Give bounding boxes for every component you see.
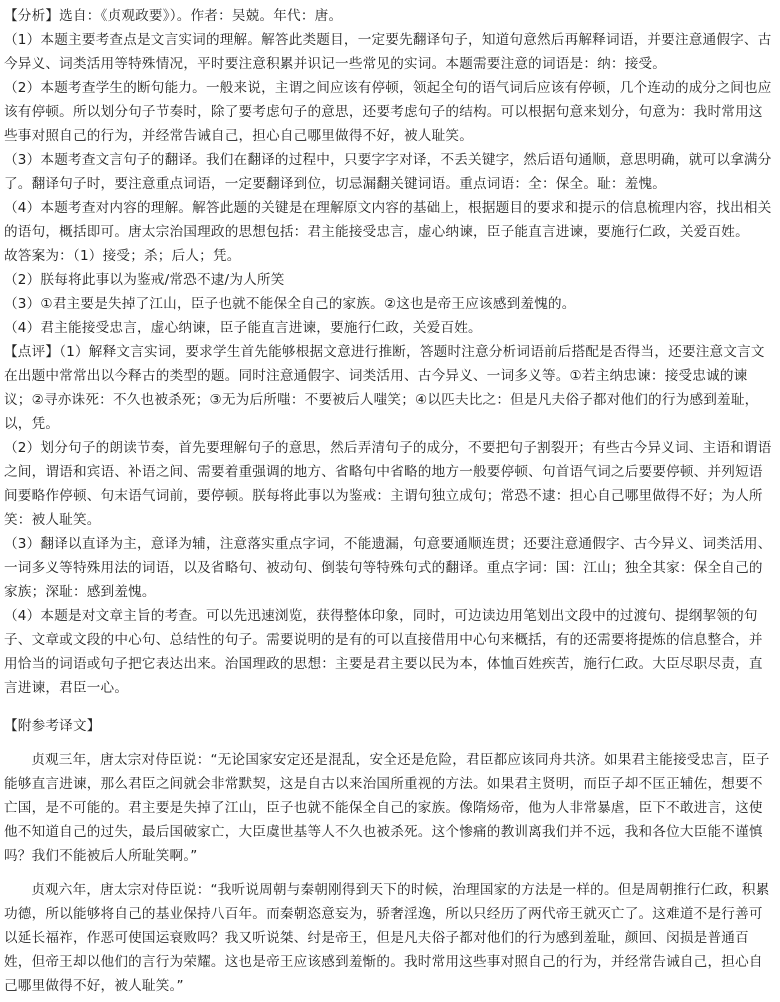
spacer	[4, 738, 774, 748]
translation-heading: 【附参考译文】	[4, 718, 101, 734]
translation-section	[4, 714, 774, 998]
answer-line-4: （4）君主能接受忠言，虚心纳谏，臣子能直言进谏，要施行仁政，关爱百姓。	[4, 320, 482, 336]
analysis-item-3: （3）本题考查文言句子的翻译。我们在翻译的过程中，只要字字对译，不丢关键字，然后语句通顺，意思明确，就可以拿满分了。翻译句子时，要注意重点词语，一定要翻译到位，切忌漏翻关键词语。重点词语：全：保全。耻：羞愧。	[4, 152, 772, 192]
spacer	[4, 868, 774, 878]
translation-paragraph-1: 贞观三年，唐太宗对侍臣说：“无论国家安定还是混乱，安全还是危险，君臣都应该同舟共济。如果君主能接受忠言，臣子能够直言进谏，那么君臣之间就会非常默契，这是自古以来治国所重视的方法。如果君主贤明，而臣子却不匡正辅佐，想要不亡国，是不可能的。君主要是失掉了江山，臣子也就不能保全自己的家族。像隋炀帝，他为人非常暴虐，臣下不敢进言，这使他不知道自己的过失，最后国破家亡，大臣虞世基等人不久也被杀死。这个惨痛的教训离我们并不远，我和各位大臣能不谨慎吗？我们不能被后人所耻笑啊。”	[4, 752, 770, 864]
analysis-item-4: （4）本题考查对内容的理解。解答此题的关键是在理解原文内容的基础上，根据题目的要求和提示的信息梳理内容，找出相关的语句，概括即可。唐太宗治国理政的思想包括：君主能接受忠言，虚心纳谏，臣子能直言进谏，要施行仁政，关爱百姓。	[4, 200, 772, 240]
translation-paragraph-2: 贞观六年，唐太宗对侍臣说：“我听说周朝与秦朝刚得到天下的时候，治理国家的方法是一样的。但是周朝推行仁政，积累功德，所以能够将自己的基业保持八百年。而秦朝恣意妄为，骄奢淫逸，所以只经历了两代帝王就灭亡了。这难道不是行善可以延长福祚，作恶可使国运衰败吗？我又听说桀、纣是帝王，但是凡夫俗子都对他们的行为感到羞耻，颜回、闵损是普通百姓，但帝王却以他们的言行为荣耀。这也是帝王应该感到羞惭的。我时常用这些事对照自己的行为，并经常告诫自己，担心自己哪里做得不好，被人耻笑。”	[4, 882, 770, 994]
answer-line-1: 故答案为：（1）接受；杀；后人；凭。	[4, 248, 241, 264]
analysis-heading-line: 【分析】选自：《贞观政要》）。作者：吴兢。年代：唐。	[4, 8, 343, 24]
spacer	[4, 700, 774, 714]
analysis-item-1: （1）本题主要考查点是文言实词的理解。解答此类题目，一定要先翻译句子，知道句意然后再解释词语，并要注意通假字、古今异义、词类活用等特殊情况，平时要注意积累并识记一些常见的实词。本题需要注意的词语是：纳：接受。	[4, 32, 772, 72]
answer-line-2: （2）朕每将此事以为鉴戒/常恐不逮/为人所笑	[4, 272, 285, 288]
answer-line-3: （3）①君主要是失掉了江山，臣子也就不能保全自己的家族。②这也是帝王应该感到羞愧的。	[4, 296, 576, 312]
comment-item-4: （4）本题是对文章主旨的考查。可以先迅速浏览，获得整体印象，同时，可边读边用笔划出文段中的过渡句、提纲挈领的句子、文章或文段的中心句、总结性的句子。需要说明的是有的可以直接借用中心句来概括，有的还需要将提炼的信息整合，并用恰当的词语或句子把它表达出来。治国理政的思想：主要是君主要以民为本，体恤百姓疾苦，施行仁政。大臣尽职尽责，直言进谏，君臣一心。	[4, 608, 763, 696]
analysis-section	[4, 4, 774, 340]
comment-section	[4, 340, 774, 700]
comment-item-1: 【点评】（1）解释文言实词，要求学生首先能够根据文意进行推断，答题时注意分析词语前后搭配是否得当，还要注意文言文在出题中常常出以今释古的类型的题。同时注意通假字、词类活用、古今异义、一词多义等。①若主纳忠谏：接受忠诚的谏议；②寻亦诛死：不久也被杀死；③无为后所嗤：不要被后人嗤笑；④以匹夫比之：但是凡夫俗子都对他们的行为感到羞耻，以，凭。	[4, 344, 765, 432]
analysis-item-2: （2）本题考查学生的断句能力。一般来说，主谓之间应该有停顿，领起全句的语气词后应该有停顿，几个连动的成分之间也应该有停顿。所以划分句子节奏时，除了要考虑句子的意思，还要考虑句子的结构。可以根据句意来划分，句意为：我时常用这些事对照自己的行为，并经常告诫自己，担心自己哪里做得不好，被人耻笑。	[4, 80, 772, 144]
comment-item-2: （2）划分句子的朗读节奏，首先要理解句子的意思，然后弄清句子的成分，不要把句子割裂开；有些古今异义词、主语和谓语之间，谓语和宾语、补语之间、需要着重强调的地方、省略句中省略的地方一般要停顿、句首语气词之后要要停顿、并列短语间要略作停顿、句末语气词前，要停顿。朕每将此事以为鉴戒：主谓句独立成句；常恐不逮：担心自己哪里做得不好；为人所笑：被人耻笑。	[4, 440, 772, 528]
comment-item-3: （3）翻译以直译为主，意译为辅，注意落实重点字词，不能遗漏，句意要通顺连贯；还要注意通假字、古今异义、词类活用、一词多义等特殊用法的词语，以及省略句、被动句、倒装句等特殊句式的翻译。重点字词：国：江山；独全其家：保全自己的家族；深耻：感到羞愧。	[4, 536, 772, 600]
